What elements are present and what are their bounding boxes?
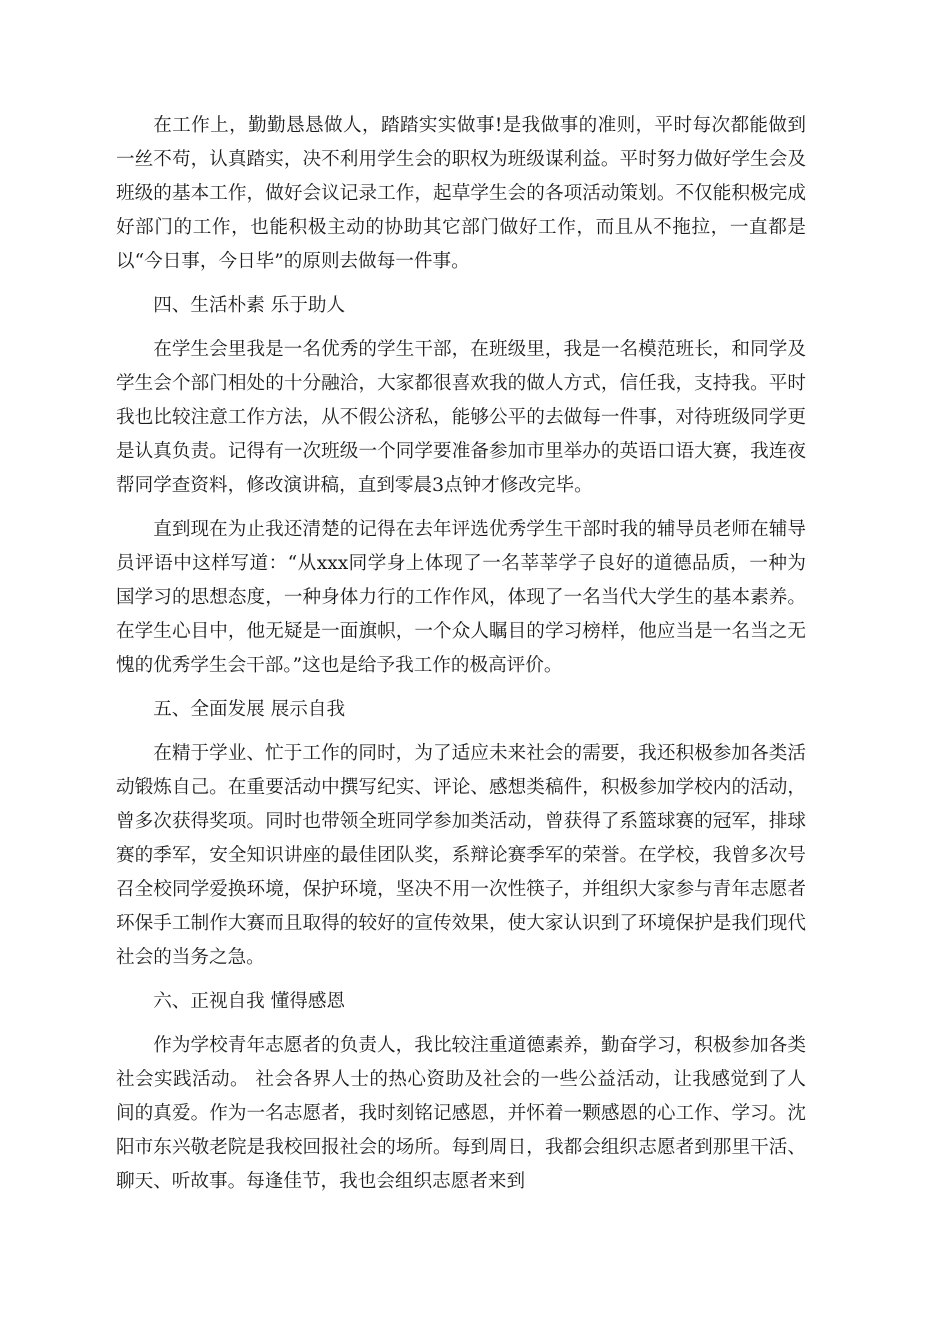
- paragraph-counselor-evaluation: 直到现在为止我还清楚的记得在去年评选优秀学生干部时我的辅导员老师在辅导员评语中这样写道：“从xxx同学身上体现了一名莘莘学子良好的道德品质，一种为国学习的思想态度，一种身体力行的工作作风，体现了一名当代大学生的基本素养。在学生心目中，他无疑是一面旗帜，一个众人瞩目的学习榜样，他应当是一名当之无愧的优秀学生会干部。”这也是给予我工作的极高评价。: [116, 519, 806, 676]
- paragraph-volunteer: 作为学校青年志愿者的负责人，我比较注重道德素养，勤奋学习，积极参加各类社会实践活动。 社会各界人士的热心资助及社会的一些公益活动，让我感觉到了人间的真爱。作为一名志愿者，我时刻铭记感恩，并怀着一颗感恩的心工作、学习。沈阳市东兴敬老院是我校回报社会的场所。每到周日，我都会组织志愿者到那里干活、聊天、听故事。每逢佳节，我也会组织志愿者来到: [116, 1035, 806, 1192]
- section-heading-four: 四、生活朴素 乐于助人: [153, 295, 346, 316]
- section-heading-six: 六、正视自我 懂得感恩: [153, 991, 346, 1012]
- paragraph-work-attitude: 在工作上，勤勤恳恳做人，踏踏实实做事!是我做事的准则，平时每次都能做到一丝不苟，认真踏实，决不利用学生会的职权为班级谋利益。平时努力做好学生会及班级的基本工作，做好会议记录工作，起草学生会的各项活动策划。不仅能积极完成好部门的工作，也能积极主动的协助其它部门做好工作，而且从不拖拉，一直都是以“今日事，今日毕”的原则去做每一件事。: [116, 115, 806, 272]
- section-heading-five: 五、全面发展 展示自我: [153, 699, 346, 720]
- paragraph-student-cadre: 在学生会里我是一名优秀的学生干部，在班级里，我是一名模范班长，和同学及学生会个部门相处的十分融洽，大家都很喜欢我的做人方式，信任我，支持我。平时我也比较注意工作方法，从不假公济私，能够公平的去做每一件事，对待班级同学更是认真负责。记得有一次班级一个同学要准备参加市里举办的英语口语大赛，我连夜帮同学查资料，修改演讲稿，直到零晨3点钟才修改完毕。: [116, 339, 806, 496]
- paragraph-activities: 在精于学业、忙于工作的同时，为了适应未来社会的需要，我还积极参加各类活动锻炼自己。在重要活动中撰写纪实、评论、感想类稿件，积极参加学校内的活动，曾多次获得奖项。同时也带领全班同学参加类活动，曾获得了系篮球赛的冠军，排球赛的季军，安全知识讲座的最佳团队奖，系辩论赛季军的荣誉。在学校，我曾多次号召全校同学爱换环境，保护环境，坚决不用一次性筷子，并组织大家参与青年志愿者环保手工制作大赛而且取得的较好的宣传效果，使大家认识到了环境保护是我们现代社会的当务之急。: [116, 743, 806, 968]
- document-body: [116, 109, 806, 1209]
